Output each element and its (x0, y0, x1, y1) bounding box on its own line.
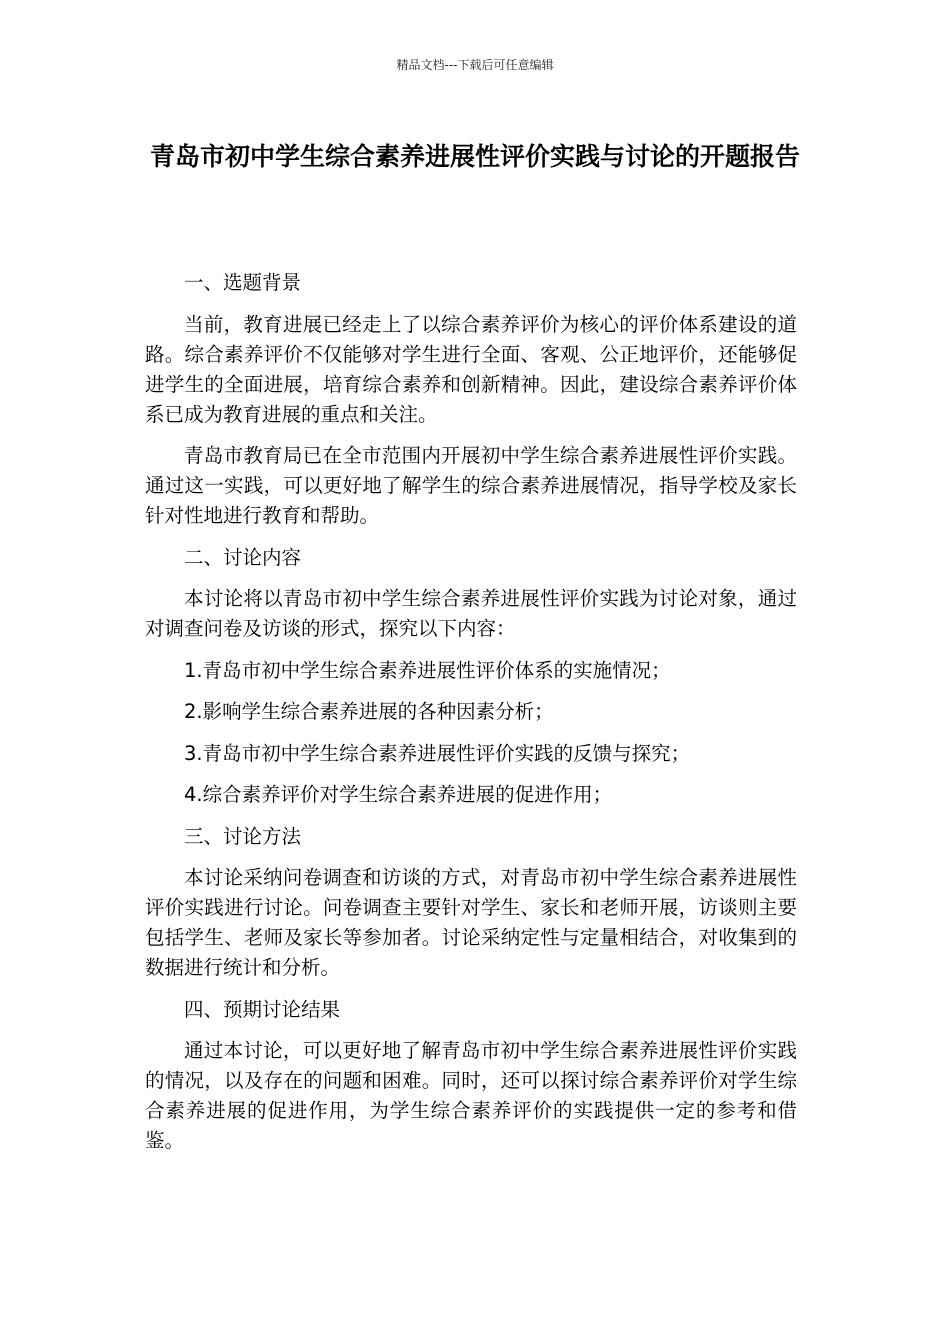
list-item: 1.青岛市初中学生综合素养进展性评价体系的实施情况； (184, 658, 671, 682)
paragraph: 青岛市教育局已在全市范围内开展初中学生综合素养进展性评价实践。通过这一实践，可以更好地了解学生的综合素养进展情况，指导学校及家长针对性地进行教育和帮助。 (145, 444, 797, 527)
list-item: 3.青岛市初中学生综合素养进展性评价实践的反馈与探究； (184, 741, 691, 765)
paragraph: 本讨论将以青岛市初中学生综合素养进展性评价实践为讨论对象，通过对调查问卷及访谈的形式，探究以下内容： (145, 587, 797, 640)
document-body (145, 268, 797, 1168)
paragraph: 当前，教育进展已经走上了以综合素养评价为核心的评价体系建设的道路。综合素养评价不仅能够对学生进行全面、客观、公正地评价，还能够促进学生的全面进展，培育综合素养和创新精神。因此，建设综合素养评价体系已成为教育进展的重点和关注。 (145, 312, 797, 426)
document-title: 青岛市初中学生综合素养进展性评价实践与讨论的开题报告 (149, 142, 800, 171)
paragraph: 通过本讨论，可以更好地了解青岛市初中学生综合素养进展性评价实践的情况，以及存在的问题和困难。同时，还可以探讨综合素养评价对学生综合素养进展的促进作用，为学生综合素养评价的实践提供一定的参考和借鉴。 (145, 1039, 797, 1152)
list-item: 2.影响学生综合素养进展的各种因素分析； (184, 700, 554, 723)
section-heading-expected-results: 四、预期讨论结果 (184, 997, 341, 1021)
page-header: 精品文档---下载后可任意编辑 (396, 58, 554, 72)
list-item: 4.综合素养评价对学生综合素养进展的促进作用； (184, 783, 613, 806)
section-heading-content: 二、讨论内容 (184, 545, 302, 569)
section-heading-background: 一、选题背景 (184, 271, 302, 294)
section-heading-method: 三、讨论方法 (184, 824, 302, 848)
paragraph: 本讨论采纳问卷调查和访谈的方式，对青岛市初中学生综合素养进展性评价实践进行讨论。问卷调查主要针对学生、家长和老师开展，访谈则主要包括学生、老师及家长等参加者。讨论采纳定性与定量相结合，对收集到的数据进行统计和分析。 (145, 866, 797, 979)
